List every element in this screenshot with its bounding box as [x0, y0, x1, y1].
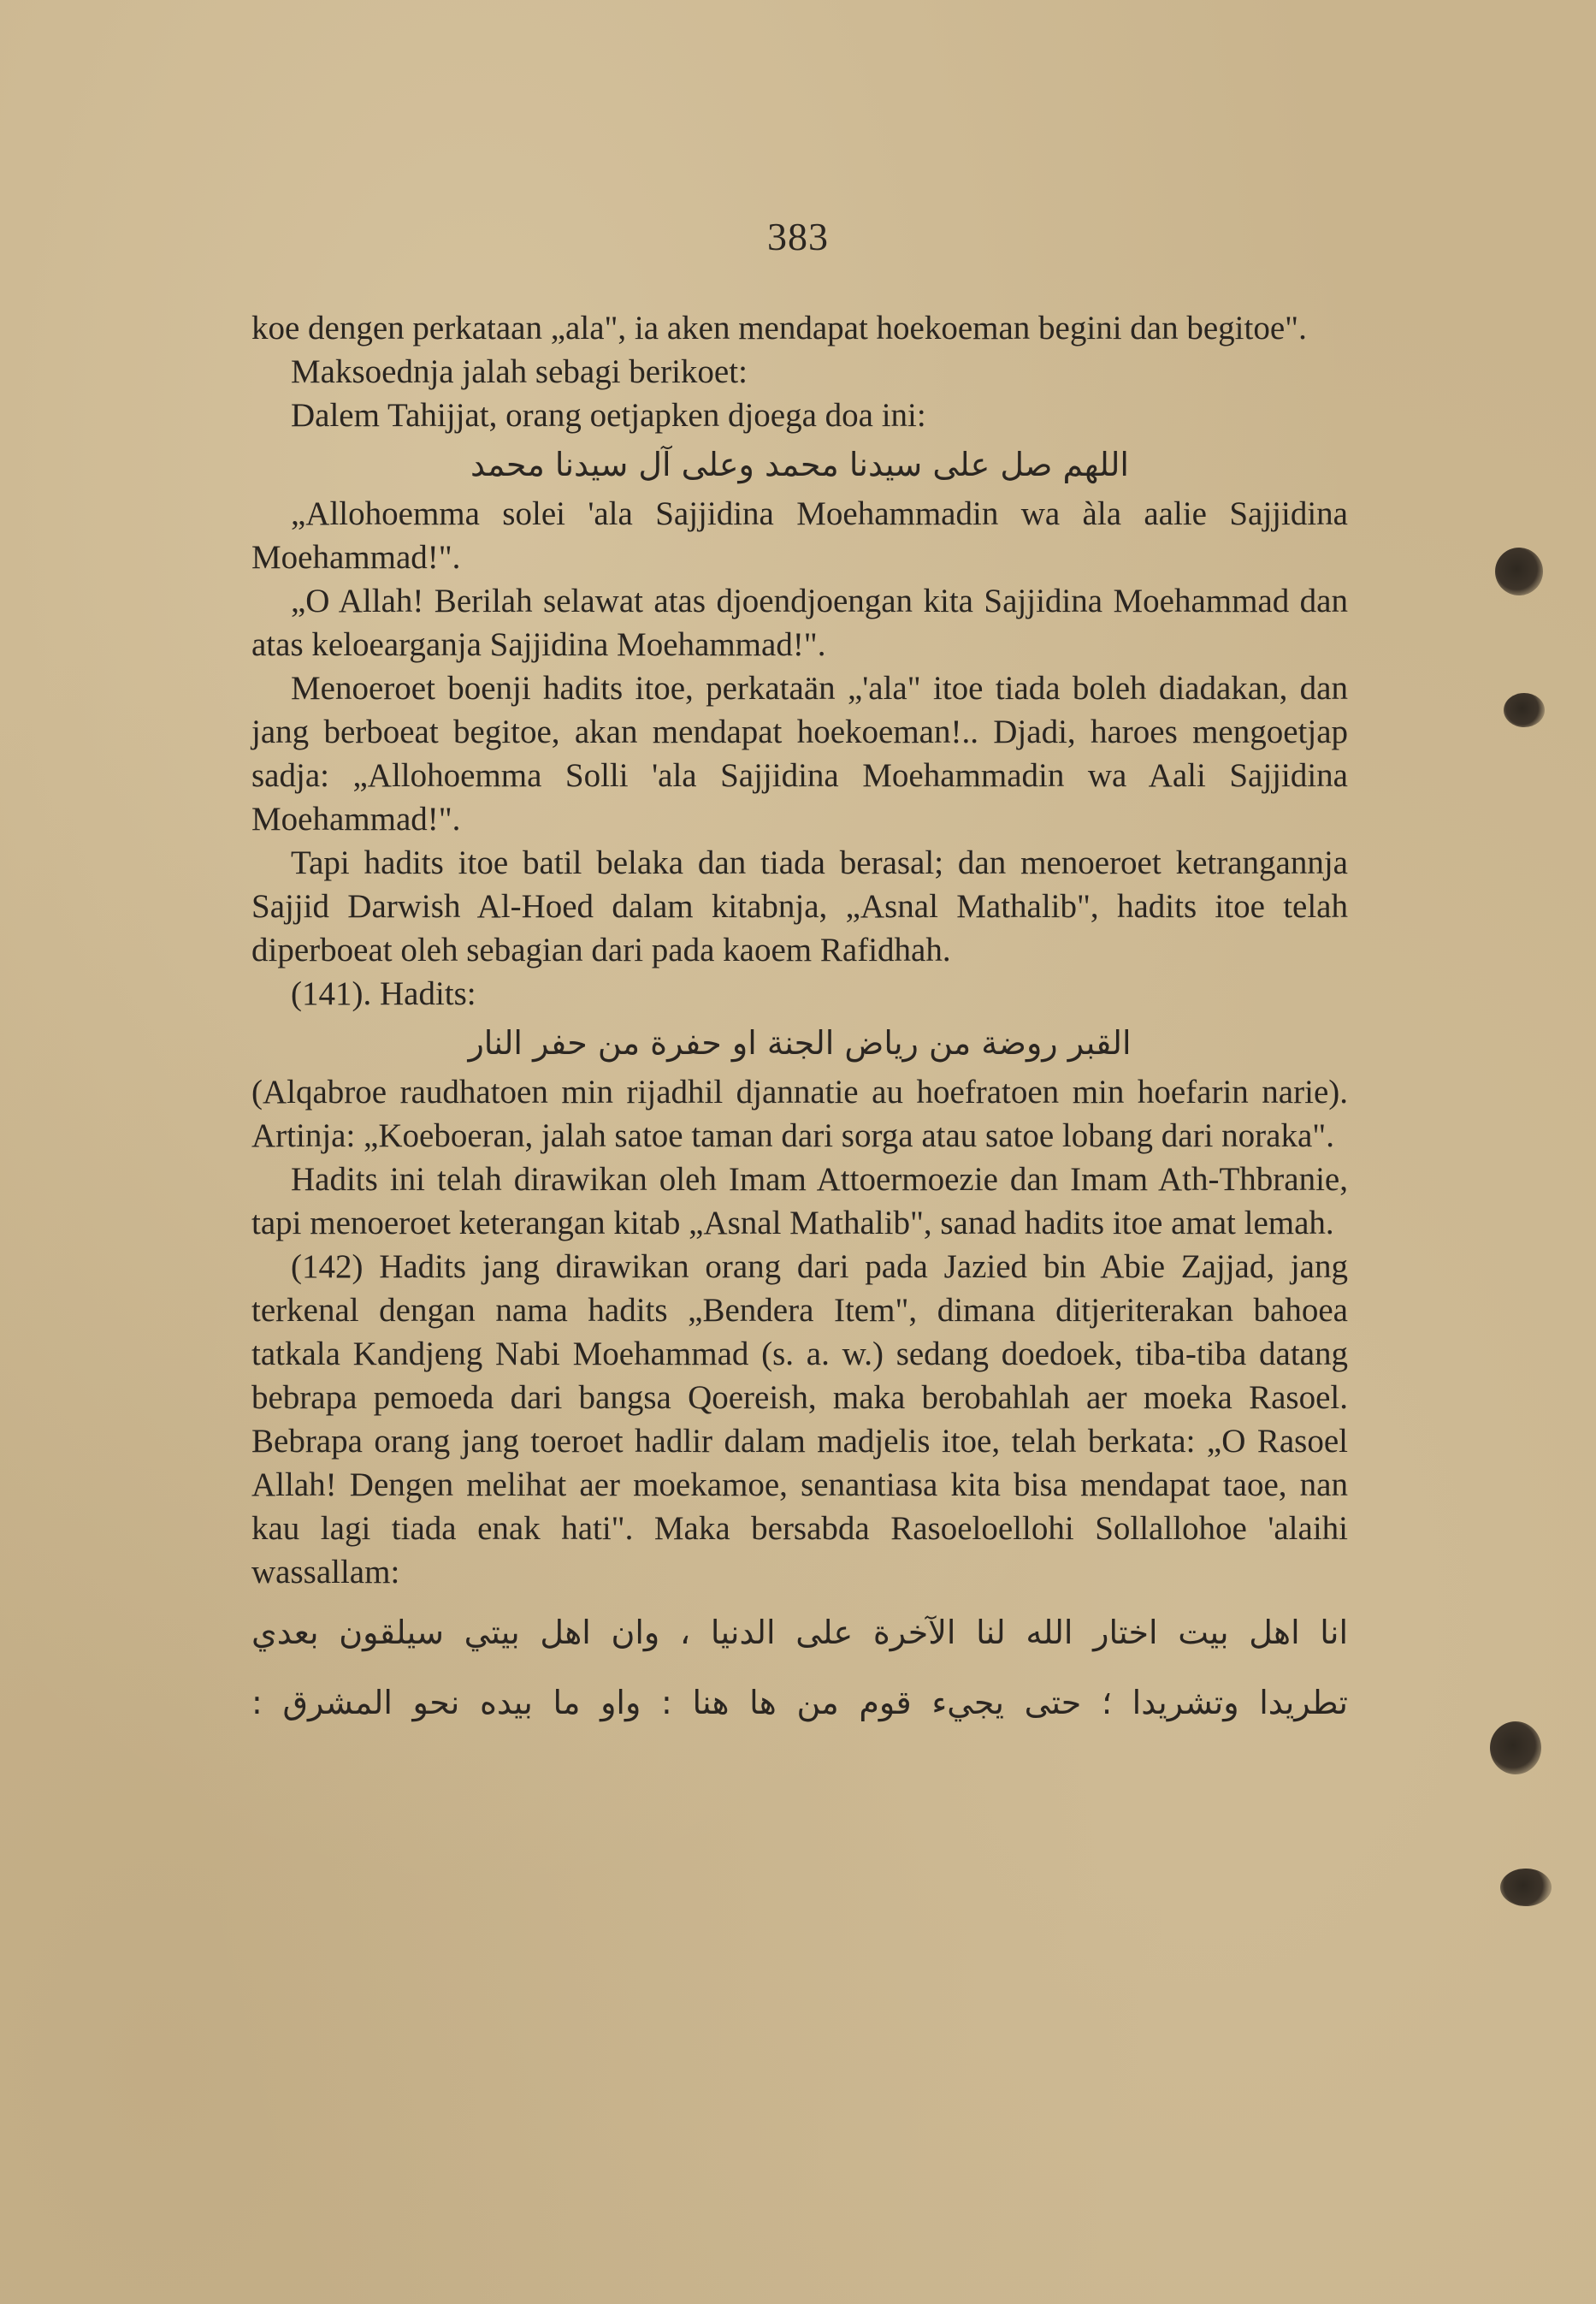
arabic-quote-line: تطريدا وتشريدا ؛ حتى يجيء قوم من ها هنا : واو ما بيده نحو المشرق : [251, 1684, 1348, 1721]
arabic-quote [251, 1597, 1348, 1738]
paragraph: Hadits ini telah dirawikan oleh Imam Attoermoezie dan Imam Ath-Thbranie, tapi menoeroet keterangan kitab „Asnal Mathalib", sanad hadits itoe amat lemah. [251, 1161, 1348, 1241]
paragraph: Dalem Tahijjat, orang oetjapken djoega doa ini: [291, 397, 926, 434]
paragraph: Menoeroet boenji hadits itoe, perkataän „'ala" itoe tiada boleh diadakan, dan jang berboeat begitoe, akan mendapat hoekoeman!.. Djadi, haroes mengoetjap sadja: „Allohoemma Solli 'ala Sajjidina Moehammadin wa Aali Sajjidina Moehammad!". [251, 670, 1348, 838]
paragraph: Tapi hadits itoe batil belaka dan tiada berasal; dan menoeroet ketrangannja Sajjid Darwish Al-Hoed dalam kitabnja, „Asnal Mathalib", hadits itoe telah diperboeat oleh sebagian dari pada kaoem Rafidhah. [251, 844, 1348, 968]
binding-hole [1490, 1721, 1541, 1774]
paragraph: (142) Hadits jang dirawikan orang dari pada Jazied bin Abie Zajjad, jang terkenal dengan nama hadits „Bendera Item", dimana ditjeriterakan bahoea tatkala Kandjeng Nabi Moehammad (s. a. w.) sedang doedoek, tiba-tiba datang bebrapa pemoeda dari bangsa Qoereish, maka berobahlah aer moeka Rasoel. Bebrapa orang jang toeroet hadlir dalam madjelis itoe, telah berkata: „O Rasoel Allah! Dengen melihat aer moekamoe, senantiasa kita bisa mendapat taoe, nan kau lagi tiada enak hati". Maka bersabda Rasoeloellohi Sollallohoe 'alaihi wassallam: [251, 1248, 1348, 1590]
paragraph: „O Allah! Berilah selawat atas djoendjoengan kita Sajjidina Moehammad dan atas keloearganja Sajjidina Moehammad!". [251, 583, 1348, 663]
paragraph: (Alqabroe raudhatoen min rijadhil djannatie au hoefratoen min hoefarin narie). Artinja: „Koeboeran, jalah satoe taman dari sorga atau satoe lobang dari noraka". [251, 1074, 1348, 1154]
binding-hole [1504, 693, 1545, 727]
page-number: 383 [767, 215, 829, 258]
binding-hole [1500, 1869, 1552, 1906]
paragraph: koe dengen perkataan „ala", ia aken mendapat hoekoeman begini dan begitoe". [251, 310, 1307, 346]
binding-hole [1495, 548, 1543, 595]
arabic-hadith: القبر روضة من رياض الجنة او حفرة من حفر النار [468, 1024, 1132, 1062]
paragraph: „Allohoemma solei 'ala Sajjidina Moehammadin wa àla aalie Sajjidina Moehammad!". [251, 495, 1348, 576]
arabic-prayer: اللهم صل على سيدنا محمد وعلى آل سيدنا محمد [470, 446, 1129, 483]
hadith-heading: (141). Hadits: [291, 975, 476, 1012]
arabic-quote-line: انا اهل بيت اختار الله لنا الآخرة على الدنيا ، وان اهل بيتي سيلقون بعدي [251, 1614, 1348, 1651]
paragraph: Maksoednja jalah sebagi berikoet: [291, 353, 748, 390]
page-body [251, 306, 1348, 1738]
